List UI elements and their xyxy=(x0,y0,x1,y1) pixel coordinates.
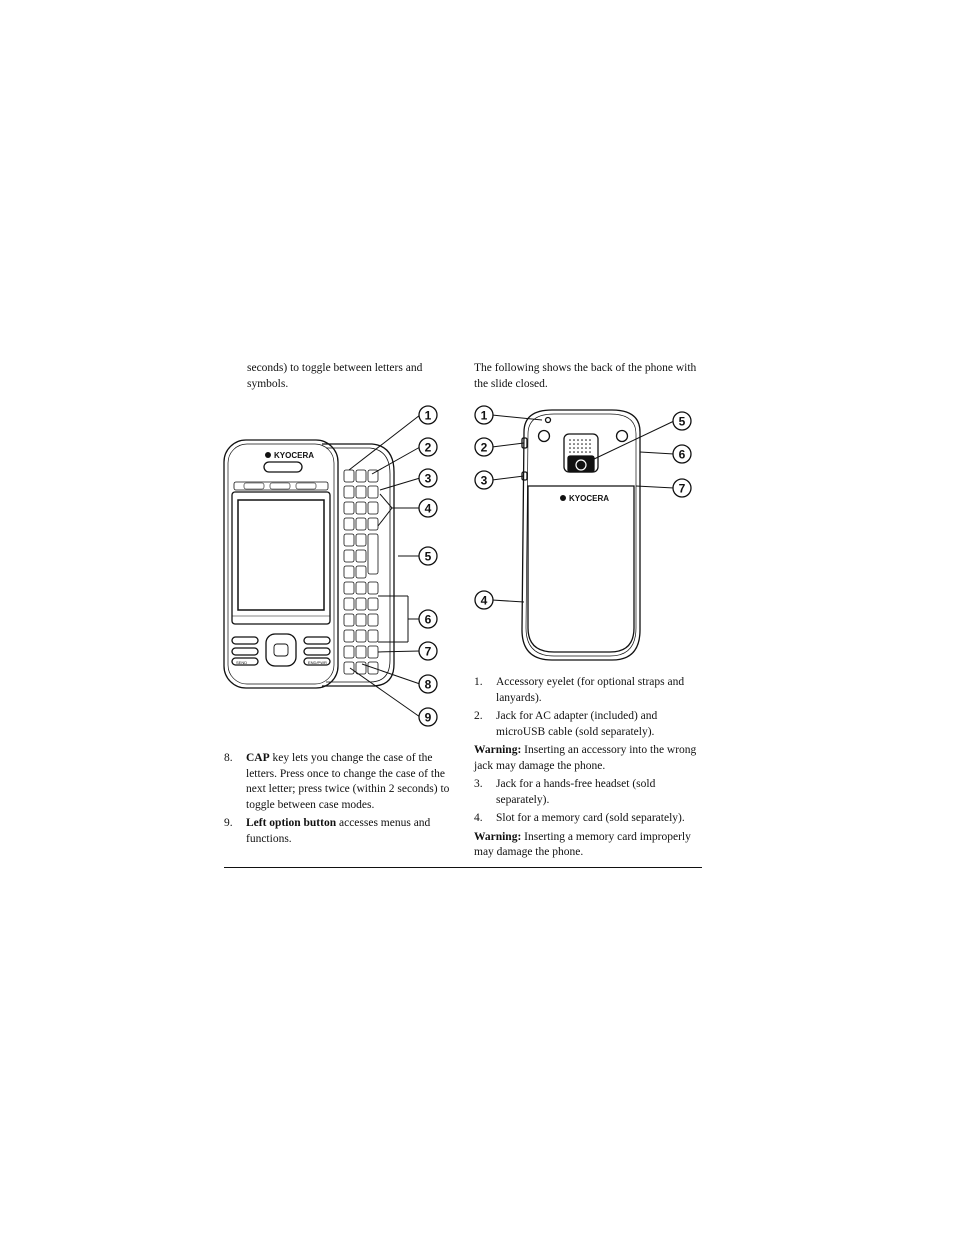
back-callout-6: 6 xyxy=(678,447,686,462)
back-callout-3: 3 xyxy=(480,473,488,488)
footer-rule xyxy=(224,867,702,868)
callout-6: 6 xyxy=(424,612,432,627)
intro-continuation: seconds) to toggle between letters and symbols. xyxy=(247,362,423,390)
callout-7: 7 xyxy=(424,644,432,659)
list-item-4: 4. Slot for a memory card (sold separately). xyxy=(474,812,685,824)
kyocera-logo-back xyxy=(560,494,609,503)
svg-text:END/PWR: END/PWR xyxy=(308,660,327,665)
svg-text:SEND: SEND xyxy=(236,660,248,665)
callout-8: 8 xyxy=(424,677,432,692)
list-item-1: 1. Accessory eyelet (for optional straps and lanyards). xyxy=(474,676,685,704)
right-column xyxy=(474,361,702,392)
speaker-grille xyxy=(569,439,591,453)
warning-memory-card: Warning: Inserting a memory card improperly may damage the phone. xyxy=(474,830,691,858)
list-item-2: 2. Jack for AC adapter (included) and microUSB cable (sold separately). xyxy=(474,710,658,738)
right-item-list xyxy=(474,675,702,864)
cap-key-term: CAP xyxy=(246,752,270,764)
callout-5: 5 xyxy=(424,549,432,564)
callout-9: 9 xyxy=(424,710,432,725)
back-phone-illustration xyxy=(472,402,698,666)
front-phone-illustration xyxy=(222,402,448,732)
svg-text:KYOCERA: KYOCERA xyxy=(274,451,315,460)
callout-2: 2 xyxy=(424,440,432,455)
back-callout-7: 7 xyxy=(678,481,686,496)
back-callout-5: 5 xyxy=(678,414,686,429)
back-phone-figure xyxy=(472,402,698,666)
back-callout-2: 2 xyxy=(480,440,488,455)
list-item-9: 9. Left option button accesses menus and functions. xyxy=(224,817,431,845)
back-callout-4: 4 xyxy=(480,593,488,608)
left-option-button-term: Left option button xyxy=(246,817,337,829)
front-phone-figure xyxy=(222,402,448,732)
left-column xyxy=(224,361,450,392)
list-item-3: 3. Jack for a hands-free headset (sold separately). xyxy=(474,778,656,806)
back-callout-1: 1 xyxy=(480,408,488,423)
svg-text:KYOCERA: KYOCERA xyxy=(569,494,610,503)
left-item-list xyxy=(224,751,450,850)
kyocera-logo-front xyxy=(265,451,314,460)
callout-3: 3 xyxy=(424,471,432,486)
back-intro: The following shows the back of the phone with the slide closed. xyxy=(474,362,697,390)
callout-4: 4 xyxy=(424,501,432,516)
warning-accessory: Warning: Inserting an accessory into the wrong jack may damage the phone. xyxy=(474,744,697,772)
callout-1: 1 xyxy=(424,408,432,423)
list-item-8: 8. CAP key lets you change the case of the letters. Press once to change the case of the next letter; press twice (within 2 seconds) to toggle between case modes. xyxy=(224,752,450,811)
